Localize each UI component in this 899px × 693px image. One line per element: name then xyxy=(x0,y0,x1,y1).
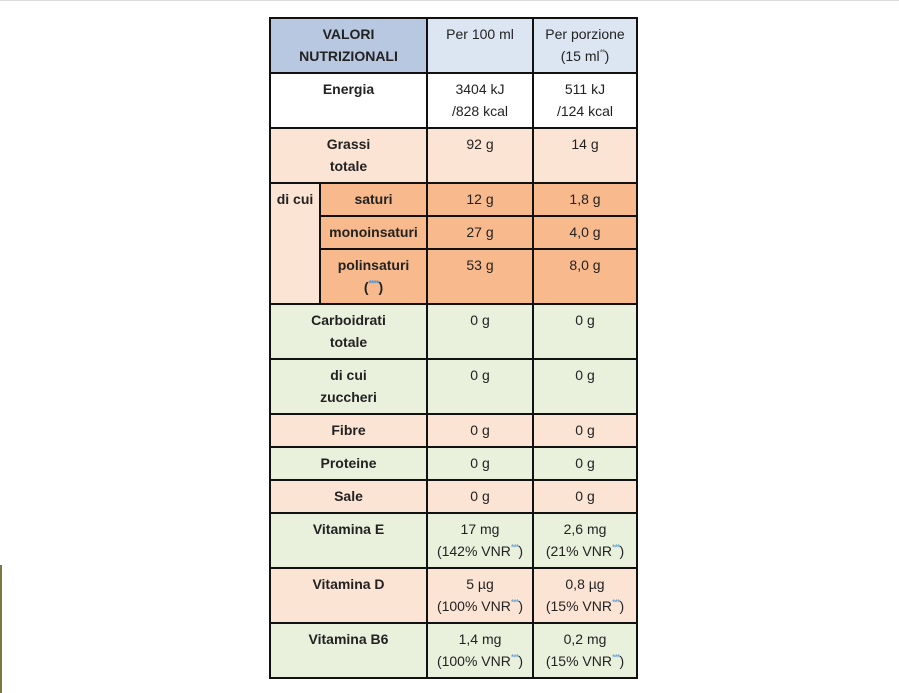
value-line: 2,6 mg xyxy=(563,521,607,537)
label-monoinsaturi: monoinsaturi xyxy=(320,216,427,249)
header-title-line1: VALORI xyxy=(322,26,375,42)
row-vitamina-d xyxy=(270,568,637,623)
value-energia-100 xyxy=(427,73,533,128)
label-line: totale xyxy=(329,158,368,174)
label-vitamina-e: Vitamina E xyxy=(270,513,427,568)
footnote-mark: *** xyxy=(510,597,519,608)
row-energia xyxy=(270,73,637,128)
header-per-100ml-text: Per 100 ml xyxy=(446,26,514,42)
label-fibre: Fibre xyxy=(270,414,427,447)
value-line: 0,2 mg xyxy=(563,631,607,647)
value-fibre-100: 0 g xyxy=(427,414,533,447)
nutrition-table xyxy=(269,17,638,679)
value-line: (21% VNR xyxy=(545,543,612,559)
row-polinsaturi xyxy=(270,249,637,304)
footnote-mark: ** xyxy=(599,47,605,58)
value-line: 511 kJ xyxy=(564,81,606,97)
value-line: (142% VNR xyxy=(436,543,511,559)
label-line: zuccheri xyxy=(320,389,377,405)
value-vit-e-100 xyxy=(427,513,533,568)
value-zuccheri-100: 0 g xyxy=(427,359,533,414)
label-di-cui: di cui xyxy=(270,183,320,304)
row-vitamina-e xyxy=(270,513,637,568)
footnote-mark: *** xyxy=(510,542,519,553)
header-per-portion xyxy=(533,18,637,73)
value-line: /828 kcal xyxy=(451,103,509,119)
label-line: totale xyxy=(329,334,368,350)
label-energia: Energia xyxy=(270,73,427,128)
left-edge-strip xyxy=(0,565,2,693)
value-line: ) xyxy=(518,543,524,559)
footnote-mark: *** xyxy=(510,652,519,663)
footnote-mark: **** xyxy=(368,278,379,289)
value-line: /124 kcal xyxy=(556,103,614,119)
value-saturi-100: 12 g xyxy=(427,183,533,216)
label-sale: Sale xyxy=(270,480,427,513)
header-row xyxy=(270,18,637,73)
label-line: ( xyxy=(363,279,369,295)
value-line: (100% VNR xyxy=(436,653,511,669)
value-zuccheri-porz: 0 g xyxy=(533,359,637,414)
label-carboidrati xyxy=(270,304,427,359)
value-line: ) xyxy=(619,543,625,559)
label-saturi: saturi xyxy=(320,183,427,216)
value-line: 17 mg xyxy=(460,521,500,537)
row-vitamina-b6 xyxy=(270,623,637,678)
value-vit-d-100 xyxy=(427,568,533,623)
value-carbo-porz: 0 g xyxy=(533,304,637,359)
label-line: Carboidrati xyxy=(311,312,386,328)
value-line: ) xyxy=(619,598,625,614)
value-sale-100: 0 g xyxy=(427,480,533,513)
header-portion-close: ) xyxy=(604,48,610,64)
value-vit-d-porz xyxy=(533,568,637,623)
row-carboidrati xyxy=(270,304,637,359)
value-carbo-100: 0 g xyxy=(427,304,533,359)
label-vitamina-b6: Vitamina B6 xyxy=(270,623,427,678)
value-line: (15% VNR xyxy=(545,653,612,669)
value-sale-porz: 0 g xyxy=(533,480,637,513)
value-energia-porz xyxy=(533,73,637,128)
value-line: ) xyxy=(518,598,524,614)
value-poli-100: 53 g xyxy=(427,249,533,304)
top-divider xyxy=(0,0,899,1)
value-line: ) xyxy=(518,653,524,669)
footnote-mark: *** xyxy=(611,652,620,663)
label-zuccheri xyxy=(270,359,427,414)
value-proteine-porz: 0 g xyxy=(533,447,637,480)
label-line: Grassi xyxy=(326,136,371,152)
value-vit-b6-100 xyxy=(427,623,533,678)
row-grassi xyxy=(270,128,637,183)
value-line: (15% VNR xyxy=(545,598,612,614)
row-proteine xyxy=(270,447,637,480)
value-mono-100: 27 g xyxy=(427,216,533,249)
value-line: 3404 kJ xyxy=(455,81,505,97)
label-line: di cui xyxy=(330,367,367,383)
value-line: 5 µg xyxy=(466,576,494,592)
row-saturi xyxy=(270,183,637,216)
header-portion-line2: (15 ml xyxy=(560,48,600,64)
value-line: (100% VNR xyxy=(436,598,511,614)
header-per-100ml xyxy=(427,18,533,73)
row-sale xyxy=(270,480,637,513)
row-fibre xyxy=(270,414,637,447)
label-line: polinsaturi xyxy=(337,257,410,273)
value-line: 1,4 mg xyxy=(458,631,502,647)
row-zuccheri xyxy=(270,359,637,414)
header-portion-line1: Per porzione xyxy=(545,26,625,42)
label-vitamina-d: Vitamina D xyxy=(270,568,427,623)
value-grassi-porz: 14 g xyxy=(533,128,637,183)
value-line: ) xyxy=(619,653,625,669)
footnote-mark: *** xyxy=(611,597,620,608)
value-mono-porz: 4,0 g xyxy=(533,216,637,249)
label-proteine: Proteine xyxy=(270,447,427,480)
header-nutritional-values xyxy=(270,18,427,73)
value-vit-e-porz xyxy=(533,513,637,568)
value-fibre-porz: 0 g xyxy=(533,414,637,447)
label-polinsaturi xyxy=(320,249,427,304)
value-proteine-100: 0 g xyxy=(427,447,533,480)
value-line: 0,8 µg xyxy=(565,576,605,592)
label-grassi xyxy=(270,128,427,183)
value-poli-porz: 8,0 g xyxy=(533,249,637,304)
value-grassi-100: 92 g xyxy=(427,128,533,183)
label-line: ) xyxy=(378,279,384,295)
footnote-mark: *** xyxy=(611,542,620,553)
row-monoinsaturi xyxy=(270,216,637,249)
header-title-line2: NUTRIZIONALI xyxy=(299,48,398,64)
value-saturi-porz: 1,8 g xyxy=(533,183,637,216)
value-vit-b6-porz xyxy=(533,623,637,678)
